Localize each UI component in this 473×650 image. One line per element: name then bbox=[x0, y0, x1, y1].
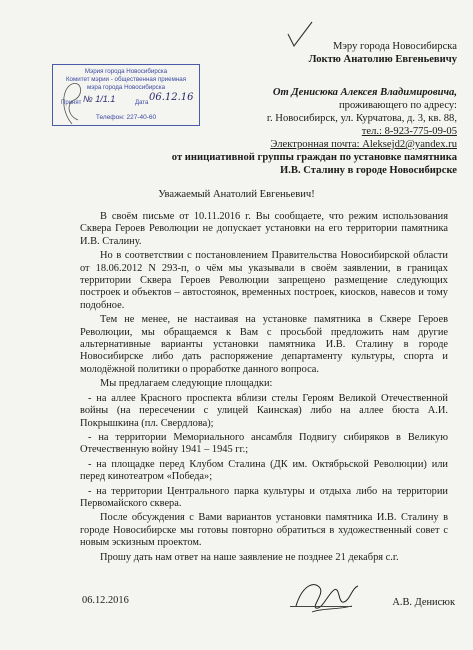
addressee-line-1: Мэру города Новосибирска bbox=[332, 41, 457, 52]
paragraph: Но в соответствии с постановлением Правительства Новосибирской области от 18.06.2012 N 293-п, о чём мы указывали в своём заявлении, в границах территории Сквера Героев Революции запрещено размещение следующих построек и объектов – автостоянок, временных построек, киосков, навесов и тому подобное. bbox=[80, 250, 448, 311]
stamp-date-value: 06.12.16 bbox=[149, 92, 194, 103]
greeting: Уважаемый Анатолий Евгеньевич! bbox=[158, 189, 315, 200]
sender-living: проживающего по адресу: bbox=[339, 100, 457, 111]
sender-phone: тел.: 8-923-775-09-05 bbox=[361, 126, 457, 137]
paragraph: Мы предлагаем следующие площадки: bbox=[100, 378, 273, 390]
stamp-date-label: Дата bbox=[135, 100, 149, 106]
stamp-line-1: Мэрия города Новосибирска bbox=[84, 68, 168, 75]
sender-block bbox=[172, 86, 457, 177]
list-item: - на территории Центрального парка культуры и отдыха либо на территории Первомайского сквера. bbox=[80, 485, 448, 509]
letter-body bbox=[80, 211, 448, 566]
stamp-incoming-number: № 1/1.1 bbox=[83, 94, 116, 104]
list-item: - на площадке перед Клубом Сталина (ДК им. Октябрьской Революции) или перед кинотеатром «Победа»; bbox=[80, 458, 448, 483]
stamp-incoming-label: Принят bbox=[61, 100, 82, 106]
sender-group-line-1: от инициативной группы граждан по установке памятника bbox=[171, 152, 457, 163]
paragraph: После обсуждения с Вами вариантов установки памятника И.В. Сталину в городе Новосибирске мы готовы повторно обратиться в художественный совет с новым эскизным проектом. bbox=[80, 512, 448, 549]
sender-group-line-2: И.В. Сталину в городе Новосибирске bbox=[280, 165, 457, 176]
sender-from: От Денисюка Алексея Владимировича, bbox=[272, 87, 457, 98]
paragraph: Тем не менее, не настаивая на установке памятника в Сквере Героев Революции, мы обращаемся к Вам с просьбой предложить нам другие альтернативные варианты установки памятника И.В. Сталину в городе Новосибирске либо дать распоряжение департаменту культуры, спорта и молодёжной политики о проработке данного вопроса. bbox=[80, 314, 448, 375]
stamp-line-3: мэра города Новосибирска bbox=[86, 84, 166, 91]
stamp-line-2: Комитет мэрии - общественная приемная bbox=[65, 76, 187, 83]
paragraph: В своём письме от 10.11.2016 г. Вы сообщаете, что режим использования Сквера Героев Революции не допускает установки на его территории памятника И.В. Сталину. bbox=[80, 211, 448, 247]
letter-date: 06.12.2016 bbox=[82, 595, 129, 606]
signature-line bbox=[290, 606, 352, 607]
list-item: - на территории Мемориального ансамбля Подвигу сибиряков в Великую Отечественную войну 1941 – 1945 гг.; bbox=[80, 431, 448, 456]
signature-name: А.В. Денисюк bbox=[392, 597, 455, 608]
handwritten-signature bbox=[292, 576, 362, 616]
list-item: - на аллее Красного проспекта вблизи стелы Героям Великой Отечественной войны (на пересечении с улицей Каинская) либо на аллее бюста А.И. Покрышкина (пл. Свердлова); bbox=[80, 392, 448, 429]
stamp-signature-scribble bbox=[58, 80, 88, 126]
sender-email: Электронная почта: Aleksejd2@yandex.ru bbox=[270, 139, 457, 150]
sender-address: г. Новосибирск, ул. Курчатова, д. 3, кв. 88, bbox=[266, 113, 457, 124]
addressee-block bbox=[309, 40, 457, 66]
addressee-line-2: Локтю Анатолию Евгеньевичу bbox=[308, 54, 457, 65]
paragraph: Прошу дать нам ответ на наше заявление не позднее 21 декабря с.г. bbox=[100, 551, 399, 563]
stamp-phone: Телефон: 227-40-60 bbox=[95, 114, 157, 121]
